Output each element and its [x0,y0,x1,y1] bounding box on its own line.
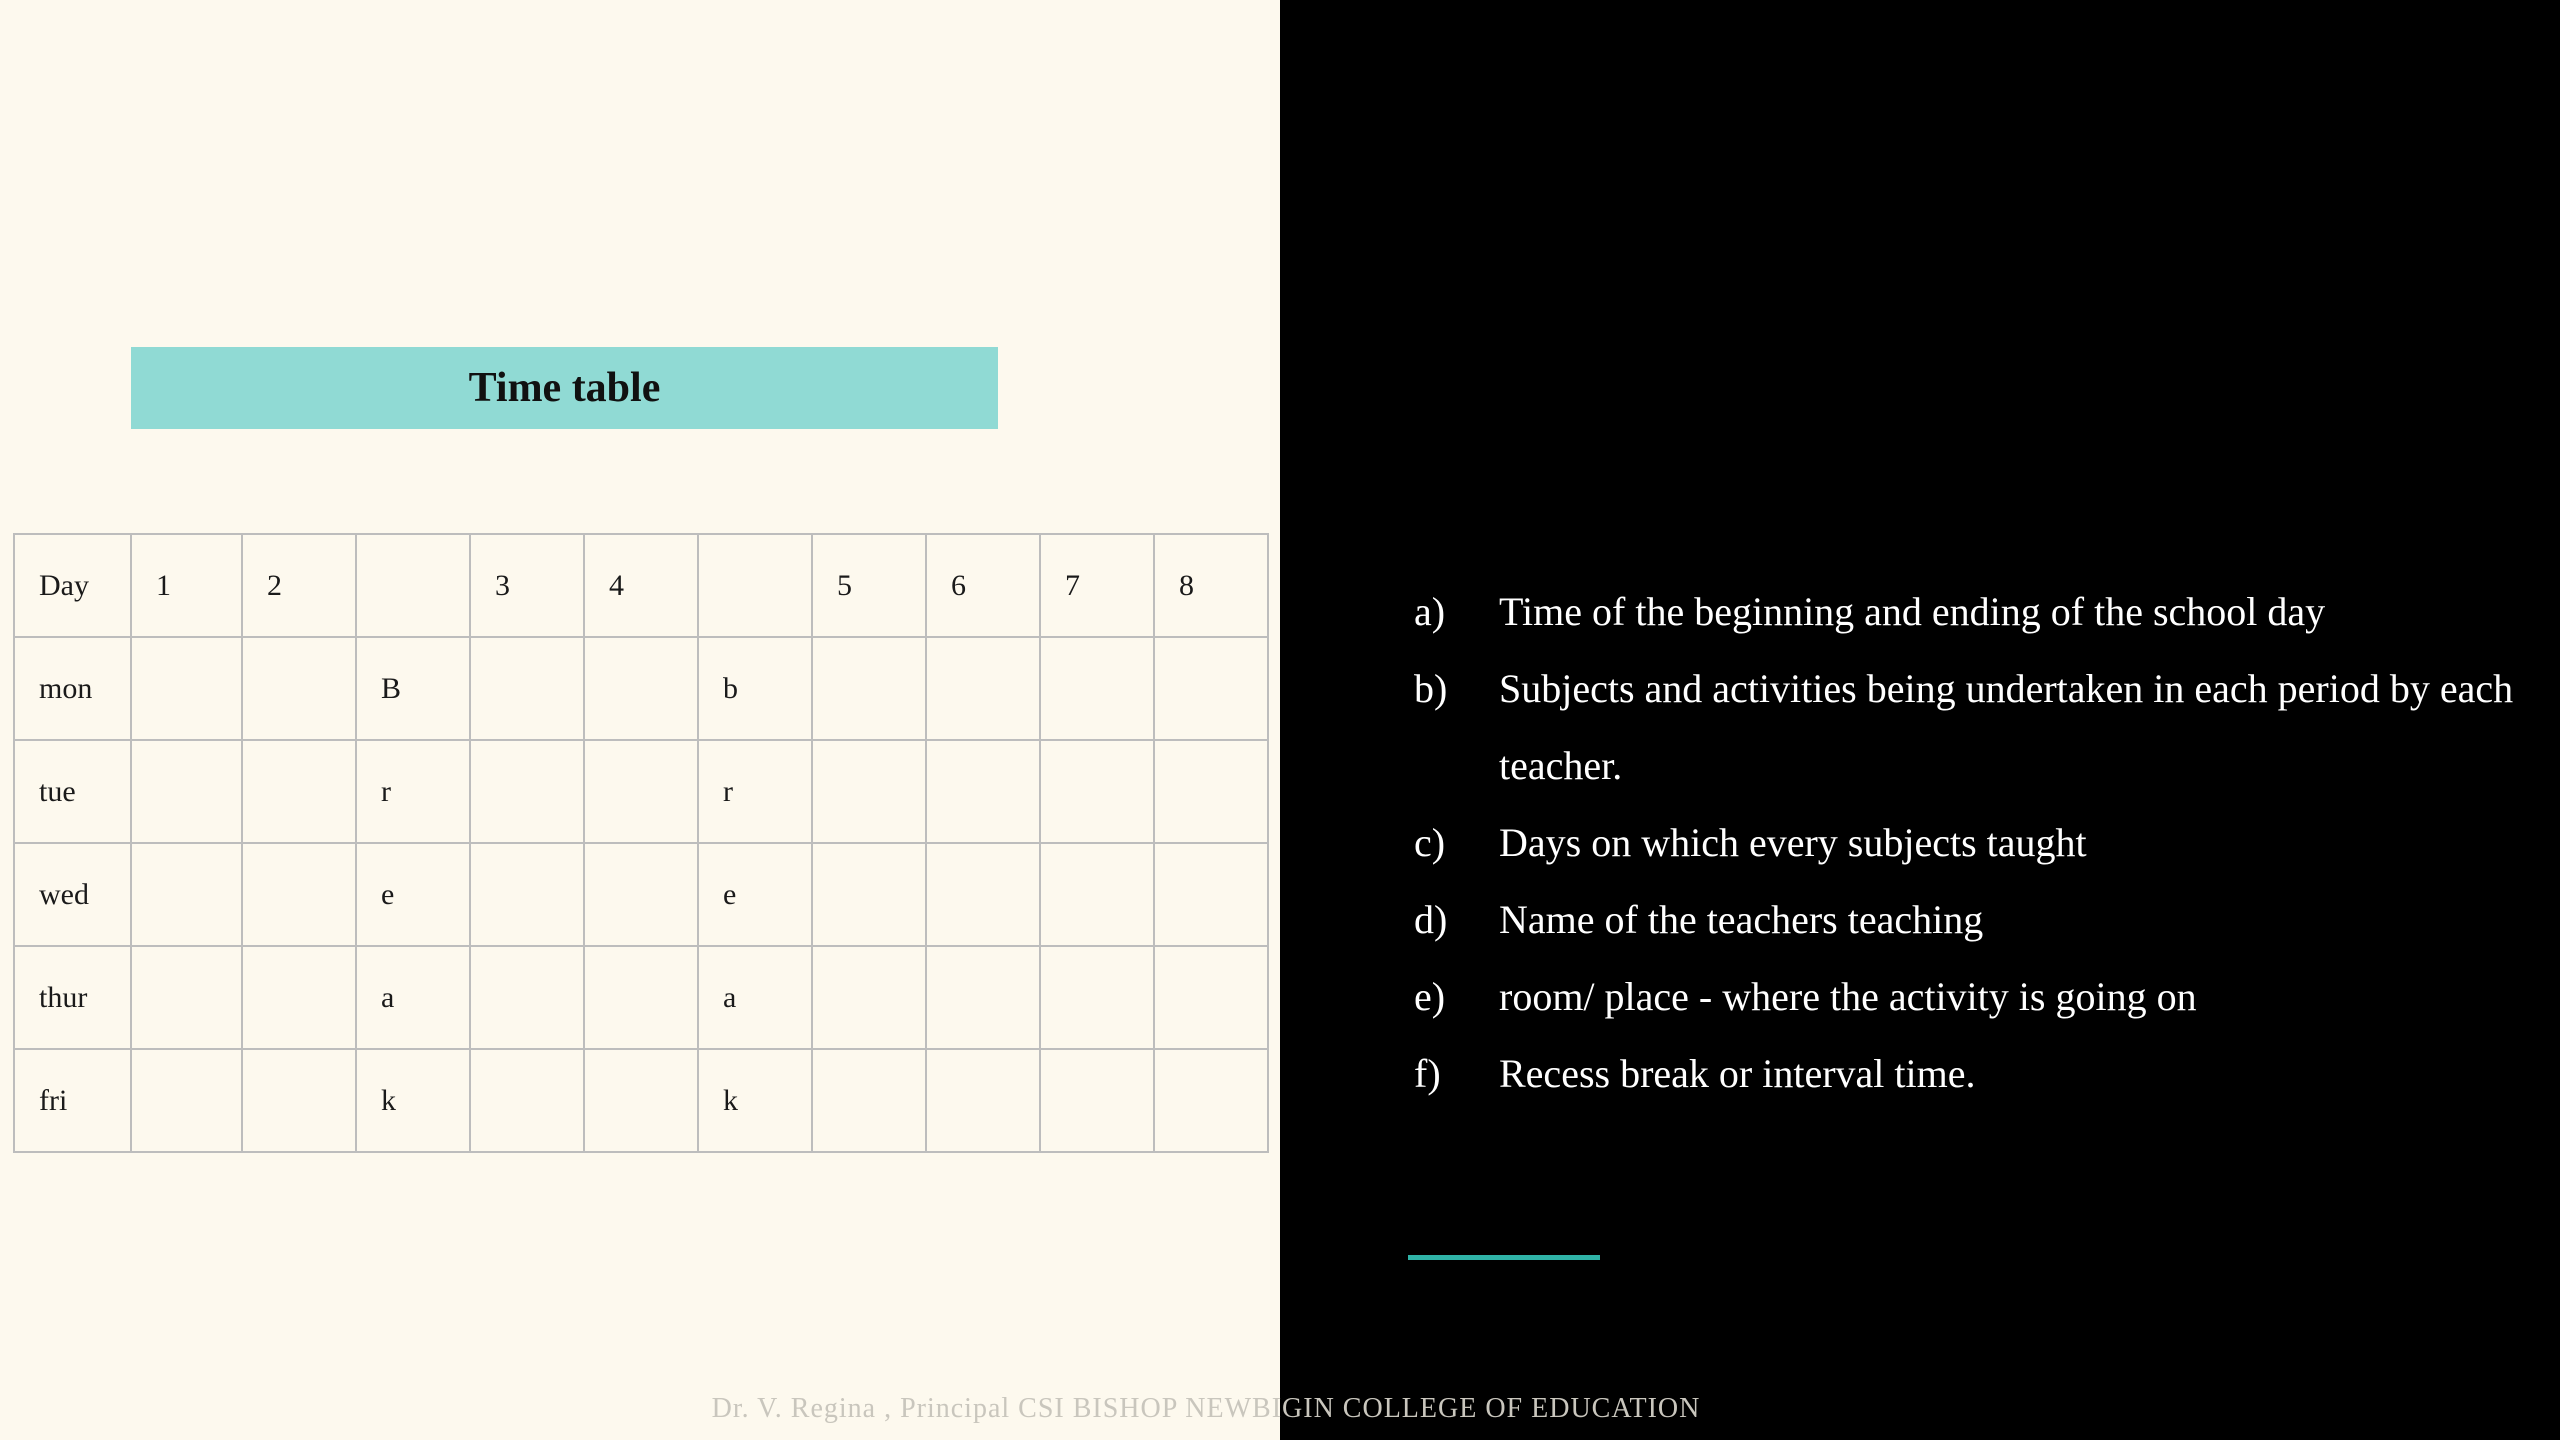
table-cell [926,637,1040,740]
table-cell: b [698,637,812,740]
table-cell [812,740,926,843]
list-marker: d) [1414,897,1448,942]
accent-line [1408,1255,1600,1260]
table-cell: tue [14,740,131,843]
table-cell [812,637,926,740]
list-marker: c) [1414,820,1446,865]
table-cell [242,740,356,843]
table-cell [926,1049,1040,1152]
table-cell [470,1049,584,1152]
table-cell [470,740,584,843]
list-item [1414,1035,2514,1112]
table-cell [1040,946,1154,1049]
table-cell [1154,1049,1268,1152]
table-cell [812,843,926,946]
table-cell [1040,740,1154,843]
list-item [1414,881,2514,958]
table-cell [131,1049,242,1152]
list-marker: b) [1414,666,1448,711]
table-cell [1154,946,1268,1049]
table-cell [1040,637,1154,740]
list-item [1414,650,2514,804]
table-cell [131,946,242,1049]
table-cell: e [356,843,470,946]
list-text: room/ place - where the activity is going on [1499,974,2197,1019]
table-cell [584,1049,698,1152]
table-cell [926,843,1040,946]
table-cell [1040,1049,1154,1152]
table-cell: wed [14,843,131,946]
table-cell: e [698,843,812,946]
table-cell: r [698,740,812,843]
slide-title: Time table [131,347,998,429]
table-header-row [14,534,1268,637]
header-cell: 2 [242,534,356,637]
table-cell [242,946,356,1049]
table-cell [1154,637,1268,740]
table-cell [584,637,698,740]
footer-text: Dr. V. Regina , Principal CSI BISHOP NEWBIGIN COLLEGE OF EDUCATION [711,1393,1701,1424]
table-cell: r [356,740,470,843]
table-cell [1154,843,1268,946]
header-cell: 3 [470,534,584,637]
list-marker: a) [1414,589,1446,634]
list-text: Recess break or interval time. [1499,1051,1976,1096]
table-cell: mon [14,637,131,740]
table-cell [470,637,584,740]
table-cell [1040,843,1154,946]
table-row [14,1049,1268,1152]
header-cell: 6 [926,534,1040,637]
table-cell: a [356,946,470,1049]
header-cell [356,534,470,637]
table-cell [470,843,584,946]
list-text: Name of the teachers teaching [1499,897,1984,942]
table-cell [812,1049,926,1152]
list-text: Time of the beginning and ending of the school day [1499,589,2326,634]
table-cell [470,946,584,1049]
table-cell [242,637,356,740]
timetable [13,533,1269,1153]
list-item [1414,573,2514,650]
header-cell: 5 [812,534,926,637]
list-text: Days on which every subjects taught [1499,820,2087,865]
list-item [1414,958,2514,1035]
table-cell [812,946,926,1049]
table-cell [926,946,1040,1049]
table-cell [926,740,1040,843]
table-row [14,843,1268,946]
list-marker: f) [1414,1051,1441,1096]
table-cell: fri [14,1049,131,1152]
list-item [1414,804,2514,881]
table-cell [131,740,242,843]
table-cell [131,637,242,740]
table-row [14,637,1268,740]
table-row [14,946,1268,1049]
table-cell [242,843,356,946]
table-cell [584,843,698,946]
header-cell: 4 [584,534,698,637]
list-text: Subjects and activities being undertaken in each period by each teacher. [1499,666,2514,788]
table-cell: k [698,1049,812,1152]
header-cell: 8 [1154,534,1268,637]
table-cell: B [356,637,470,740]
table-cell [1154,740,1268,843]
header-cell: 1 [131,534,242,637]
list-marker: e) [1414,974,1446,1019]
table-cell: a [698,946,812,1049]
table-cell: thur [14,946,131,1049]
table-row [14,740,1268,843]
header-cell [698,534,812,637]
table-cell [584,946,698,1049]
bullet-list [1414,573,2514,1112]
header-cell: Day [14,534,131,637]
table-cell [584,740,698,843]
table-cell: k [356,1049,470,1152]
table-cell [242,1049,356,1152]
table-cell [131,843,242,946]
header-cell: 7 [1040,534,1154,637]
